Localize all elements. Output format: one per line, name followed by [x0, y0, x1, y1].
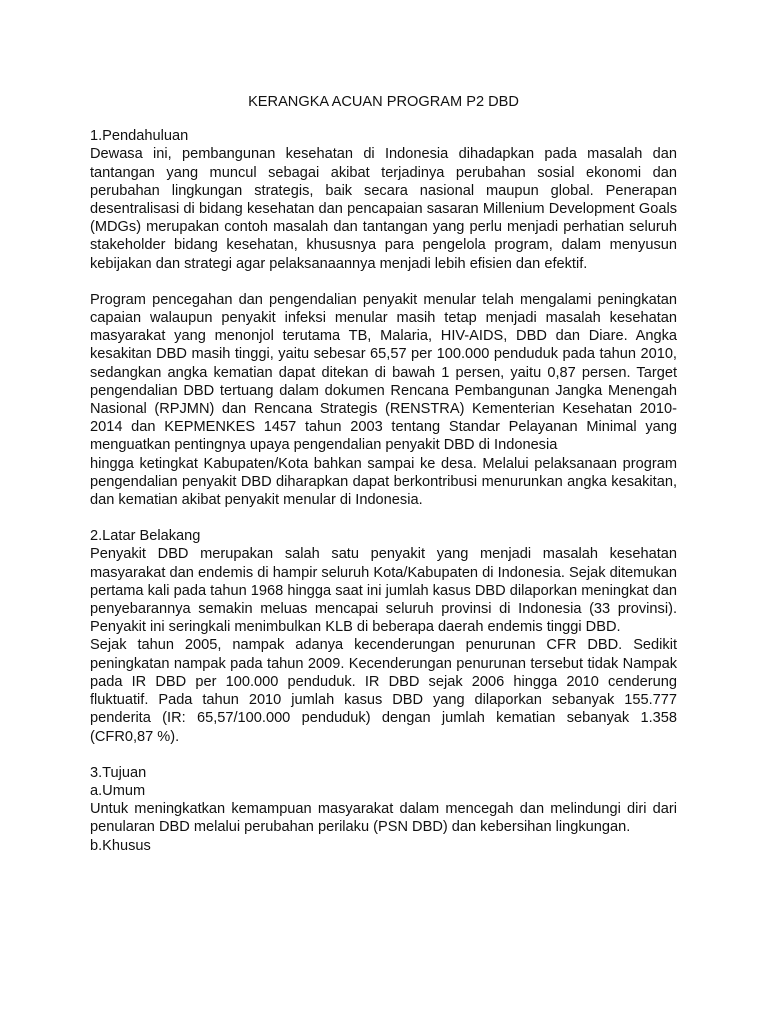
- paragraph-pendahuluan-1: Dewasa ini, pembangunan kesehatan di Indonesia dihadapkan pada masalah dan tantangan yang muncul sebagai akibat terjadinya perubahan sosial ekonomi dan perubahan lingkungan strategis, baik secara nasional maupun global. Penerapan desentralisasi di bidang kesehatan dan pencapaian sasaran Millenium Development Goals (MDGs) merupakan contoh masalah dan tantangan yang perlu menjadi perhatian seluruh stakeholder bidang kesehatan, khususnya para pengelola program, dalam menyusun kebijakan dan strategi agar pelaksanaannya menjadi lebih efisien dan efektif.: [90, 146, 677, 272]
- document-page: [90, 93, 677, 855]
- paragraph-pendahuluan-3: hingga ketingkat Kabupaten/Kota bahkan sampai ke desa. Melalui pelaksanaan program pengendalian penyakit DBD diharapkan dapat berkontribusi menurunkan angka kesakitan, dan kematian akibat penyakit menular di Indonesia.: [90, 455, 677, 509]
- paragraph-pendahuluan-2: Program pencegahan dan pengendalian penyakit menular telah mengalami peningkatan capaian walaupun penyakit infeksi menular masih tetap menjadi masalah kesehatan masyarakat yang menonjol terutama TB, Malaria, HIV-AIDS, DBD dan Diare. Angka kesakitan DBD masih tinggi, yaitu sebesar 65,57 per 100.000 penduduk pada tahun 2010, sedangkan angka kematian dapat ditekan di bawah 1 persen, yaitu 0,87 persen. Target pengendalian DBD tertuang dalam dokumen Rencana Pembangunan Jangka Menengah Nasional (RPJMN) dan Rencana Strategis (RENSTRA) Kementerian Kesehatan 2010-2014 dan KEPMENKES 1457 tahun 2003 tentang Standar Pelayanan Minimal yang menguatkan pentingnya upaya pengendalian penyakit DBD di Indonesia: [90, 291, 677, 454]
- subheading-umum: a.Umum: [90, 782, 146, 799]
- section-heading-pendahuluan: 1.Pendahuluan: [90, 128, 189, 145]
- paragraph-latar-belakang-1: Penyakit DBD merupakan salah satu penyakit yang menjadi masalah kesehatan masyarakat dan endemis di hampir seluruh Kota/Kabupaten di Indonesia. Sejak ditemukan pertama kali pada tahun 1968 hingga saat ini jumlah kasus DBD dilaporkan meningkat dan penyebarannya semakin meluas mencapai seluruh provinsi di Indonesia (33 provinsi). Penyakit ini seringkali menimbulkan KLB di beberapa daerah endemis tinggi DBD.: [90, 546, 677, 636]
- paragraph-gap: [90, 273, 677, 291]
- subheading-khusus: b.Khusus: [90, 837, 151, 854]
- document-title: KERANGKA ACUAN PROGRAM P2 DBD: [248, 94, 519, 110]
- section-heading-tujuan: 3.Tujuan: [90, 764, 147, 781]
- paragraph-tujuan-umum: Untuk meningkatkan kemampuan masyarakat dalam mencegah dan melindungi diri dari penularan DBD melalui perubahan perilaku (PSN DBD) dan kebersihan lingkungan.: [90, 801, 677, 836]
- paragraph-gap: [90, 509, 677, 527]
- paragraph-latar-belakang-2: Sejak tahun 2005, nampak adanya kecenderungan penurunan CFR DBD. Sedikit peningkatan nampak pada tahun 2009. Kecenderungan penurunan tersebut tidak Nampak pada IR DBD per 100.000 penduduk. IR DBD sejak 2006 hingga 2010 cenderung fluktuatif. Pada tahun 2010 jumlah kasus DBD yang dilaporkan sebanyak 155.777 penderita (IR: 65,57/100.000 penduduk) dengan jumlah kematian sebanyak 1.358 (CFR0,87 %).: [90, 637, 677, 745]
- section-heading-latar-belakang: 2.Latar Belakang: [90, 528, 201, 545]
- paragraph-gap: [90, 746, 677, 764]
